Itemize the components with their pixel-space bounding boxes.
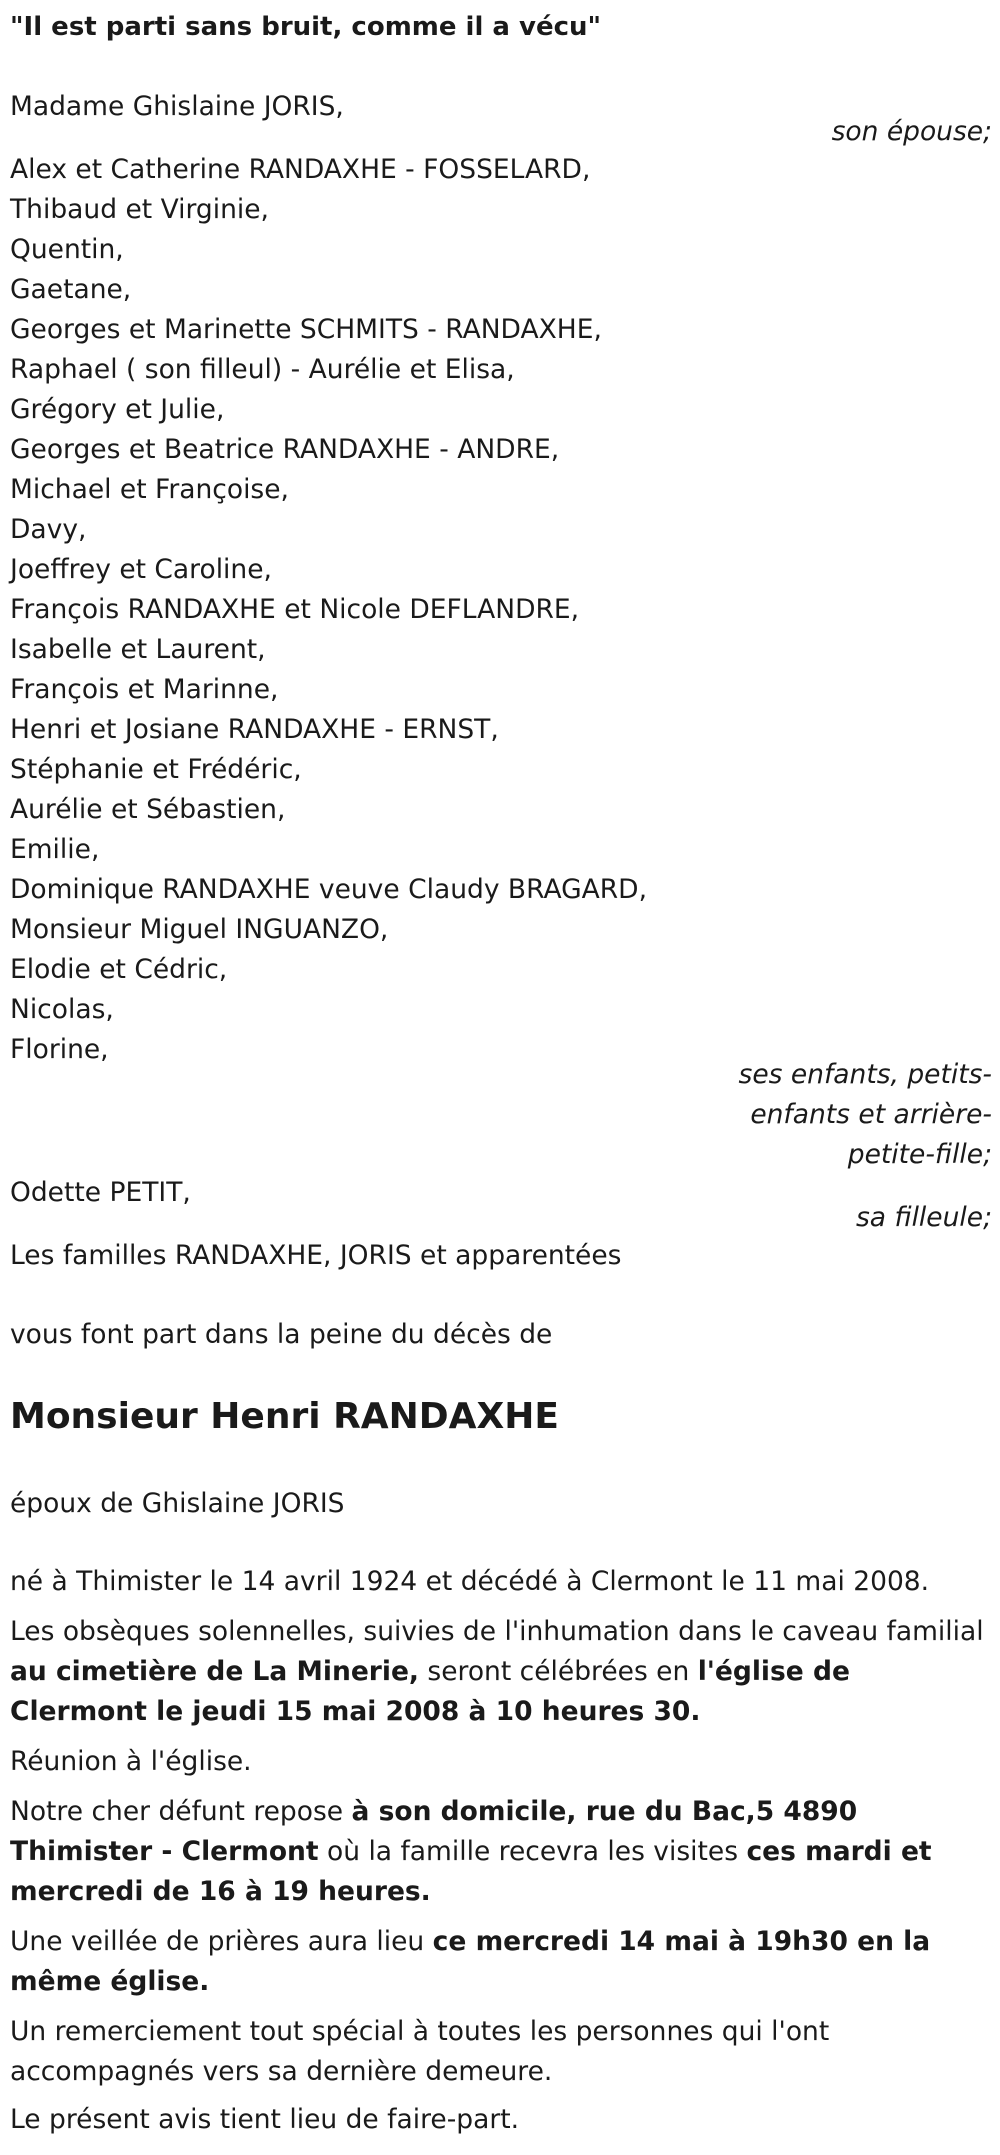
list-item: Georges et Marinette SCHMITS - RANDAXHE, <box>10 314 602 345</box>
children-relation-line: enfants et arrière- <box>750 1099 992 1130</box>
list-item: Raphael ( son filleul) - Aurélie et Elisa, <box>10 354 515 385</box>
closing-line: Le présent avis tient lieu de faire-part. <box>10 2104 520 2135</box>
goddaughter-relation: sa filleule; <box>855 1202 992 1233</box>
funeral-paragraph <box>10 1612 995 1732</box>
list-item: Dominique RANDAXHE veuve Claudy BRAGARD, <box>10 874 648 905</box>
vigil-paragraph <box>10 1922 995 2002</box>
rest-text: où la famille recevra les visites <box>318 1836 747 1867</box>
list-item: Monsieur Miguel INGUANZO, <box>10 914 389 945</box>
husband-of-line: époux de Ghislaine JORIS <box>10 1488 345 1519</box>
list-item: Michael et Françoise, <box>10 474 289 505</box>
spouse-relation: son épouse; <box>831 116 992 147</box>
children-relation-line: ses enfants, petits- <box>738 1059 992 1090</box>
epigraph-quote: "Il est parti sans bruit, comme il a vécu" <box>10 12 602 42</box>
rest-paragraph <box>10 1792 995 1912</box>
list-item: Grégory et Julie, <box>10 394 225 425</box>
meeting-line: Réunion à l'église. <box>10 1746 252 1777</box>
funeral-text: Les obsèques solennelles, suivies de l'inhumation dans le caveau familial <box>10 1616 984 1647</box>
funeral-cemetery: au cimetière de La Minerie, <box>10 1656 419 1687</box>
birth-death-line: né à Thimister le 14 avril 1924 et décédé à Clermont le 11 mai 2008. <box>10 1566 930 1597</box>
families-line: Les familles RANDAXHE, JORIS et apparentées <box>10 1240 622 1271</box>
goddaughter-name: Odette PETIT, <box>10 1177 191 1208</box>
list-item: Gaetane, <box>10 274 132 305</box>
list-item: Davy, <box>10 514 87 545</box>
vigil-date: ce mercredi 14 mai à 19h30 en la même église. <box>10 1926 931 1997</box>
funeral-text: seront célébrées en <box>419 1656 698 1687</box>
list-item: Elodie et Cédric, <box>10 954 228 985</box>
vigil-text: Une veillée de prières aura lieu <box>10 1926 433 1957</box>
list-item: Alex et Catherine RANDAXHE - FOSSELARD, <box>10 154 591 185</box>
list-item: Joeffrey et Caroline, <box>10 554 272 585</box>
rest-text: Notre cher défunt repose <box>10 1796 352 1827</box>
children-relation-line: petite-fille; <box>847 1139 992 1170</box>
list-item: Henri et Josiane RANDAXHE - ERNST, <box>10 714 499 745</box>
spouse-name: Madame Ghislaine JORIS, <box>10 91 344 122</box>
list-item: Thibaud et Virginie, <box>10 194 269 225</box>
list-item: François et Marinne, <box>10 674 279 705</box>
list-item: Quentin, <box>10 234 124 265</box>
rest-address: à son domicile, rue du Bac,5 4890 Thimister - Clermont <box>10 1796 858 1867</box>
list-item: Stéphanie et Frédéric, <box>10 754 302 785</box>
rest-visit-times: ces mardi et mercredi de 16 à 19 heures. <box>10 1836 932 1907</box>
list-item: Nicolas, <box>10 994 114 1025</box>
deceased-name: Monsieur Henri RANDAXHE <box>10 1396 560 1437</box>
thanks-paragraph: Un remerciement tout spécial à toutes les personnes qui l'ont accompagnés vers sa dernière demeure. <box>10 2016 830 2087</box>
list-item: Emilie, <box>10 834 100 865</box>
list-item: Aurélie et Sébastien, <box>10 794 286 825</box>
announcement-line: vous font part dans la peine du décès de <box>10 1319 553 1350</box>
funeral-church-date: l'église de Clermont le jeudi 15 mai 2008 à 10 heures 30. <box>10 1656 850 1727</box>
list-item: François RANDAXHE et Nicole DEFLANDRE, <box>10 594 580 625</box>
list-item: Georges et Beatrice RANDAXHE - ANDRE, <box>10 434 560 465</box>
list-item: Florine, <box>10 1034 109 1065</box>
list-item: Isabelle et Laurent, <box>10 634 266 665</box>
